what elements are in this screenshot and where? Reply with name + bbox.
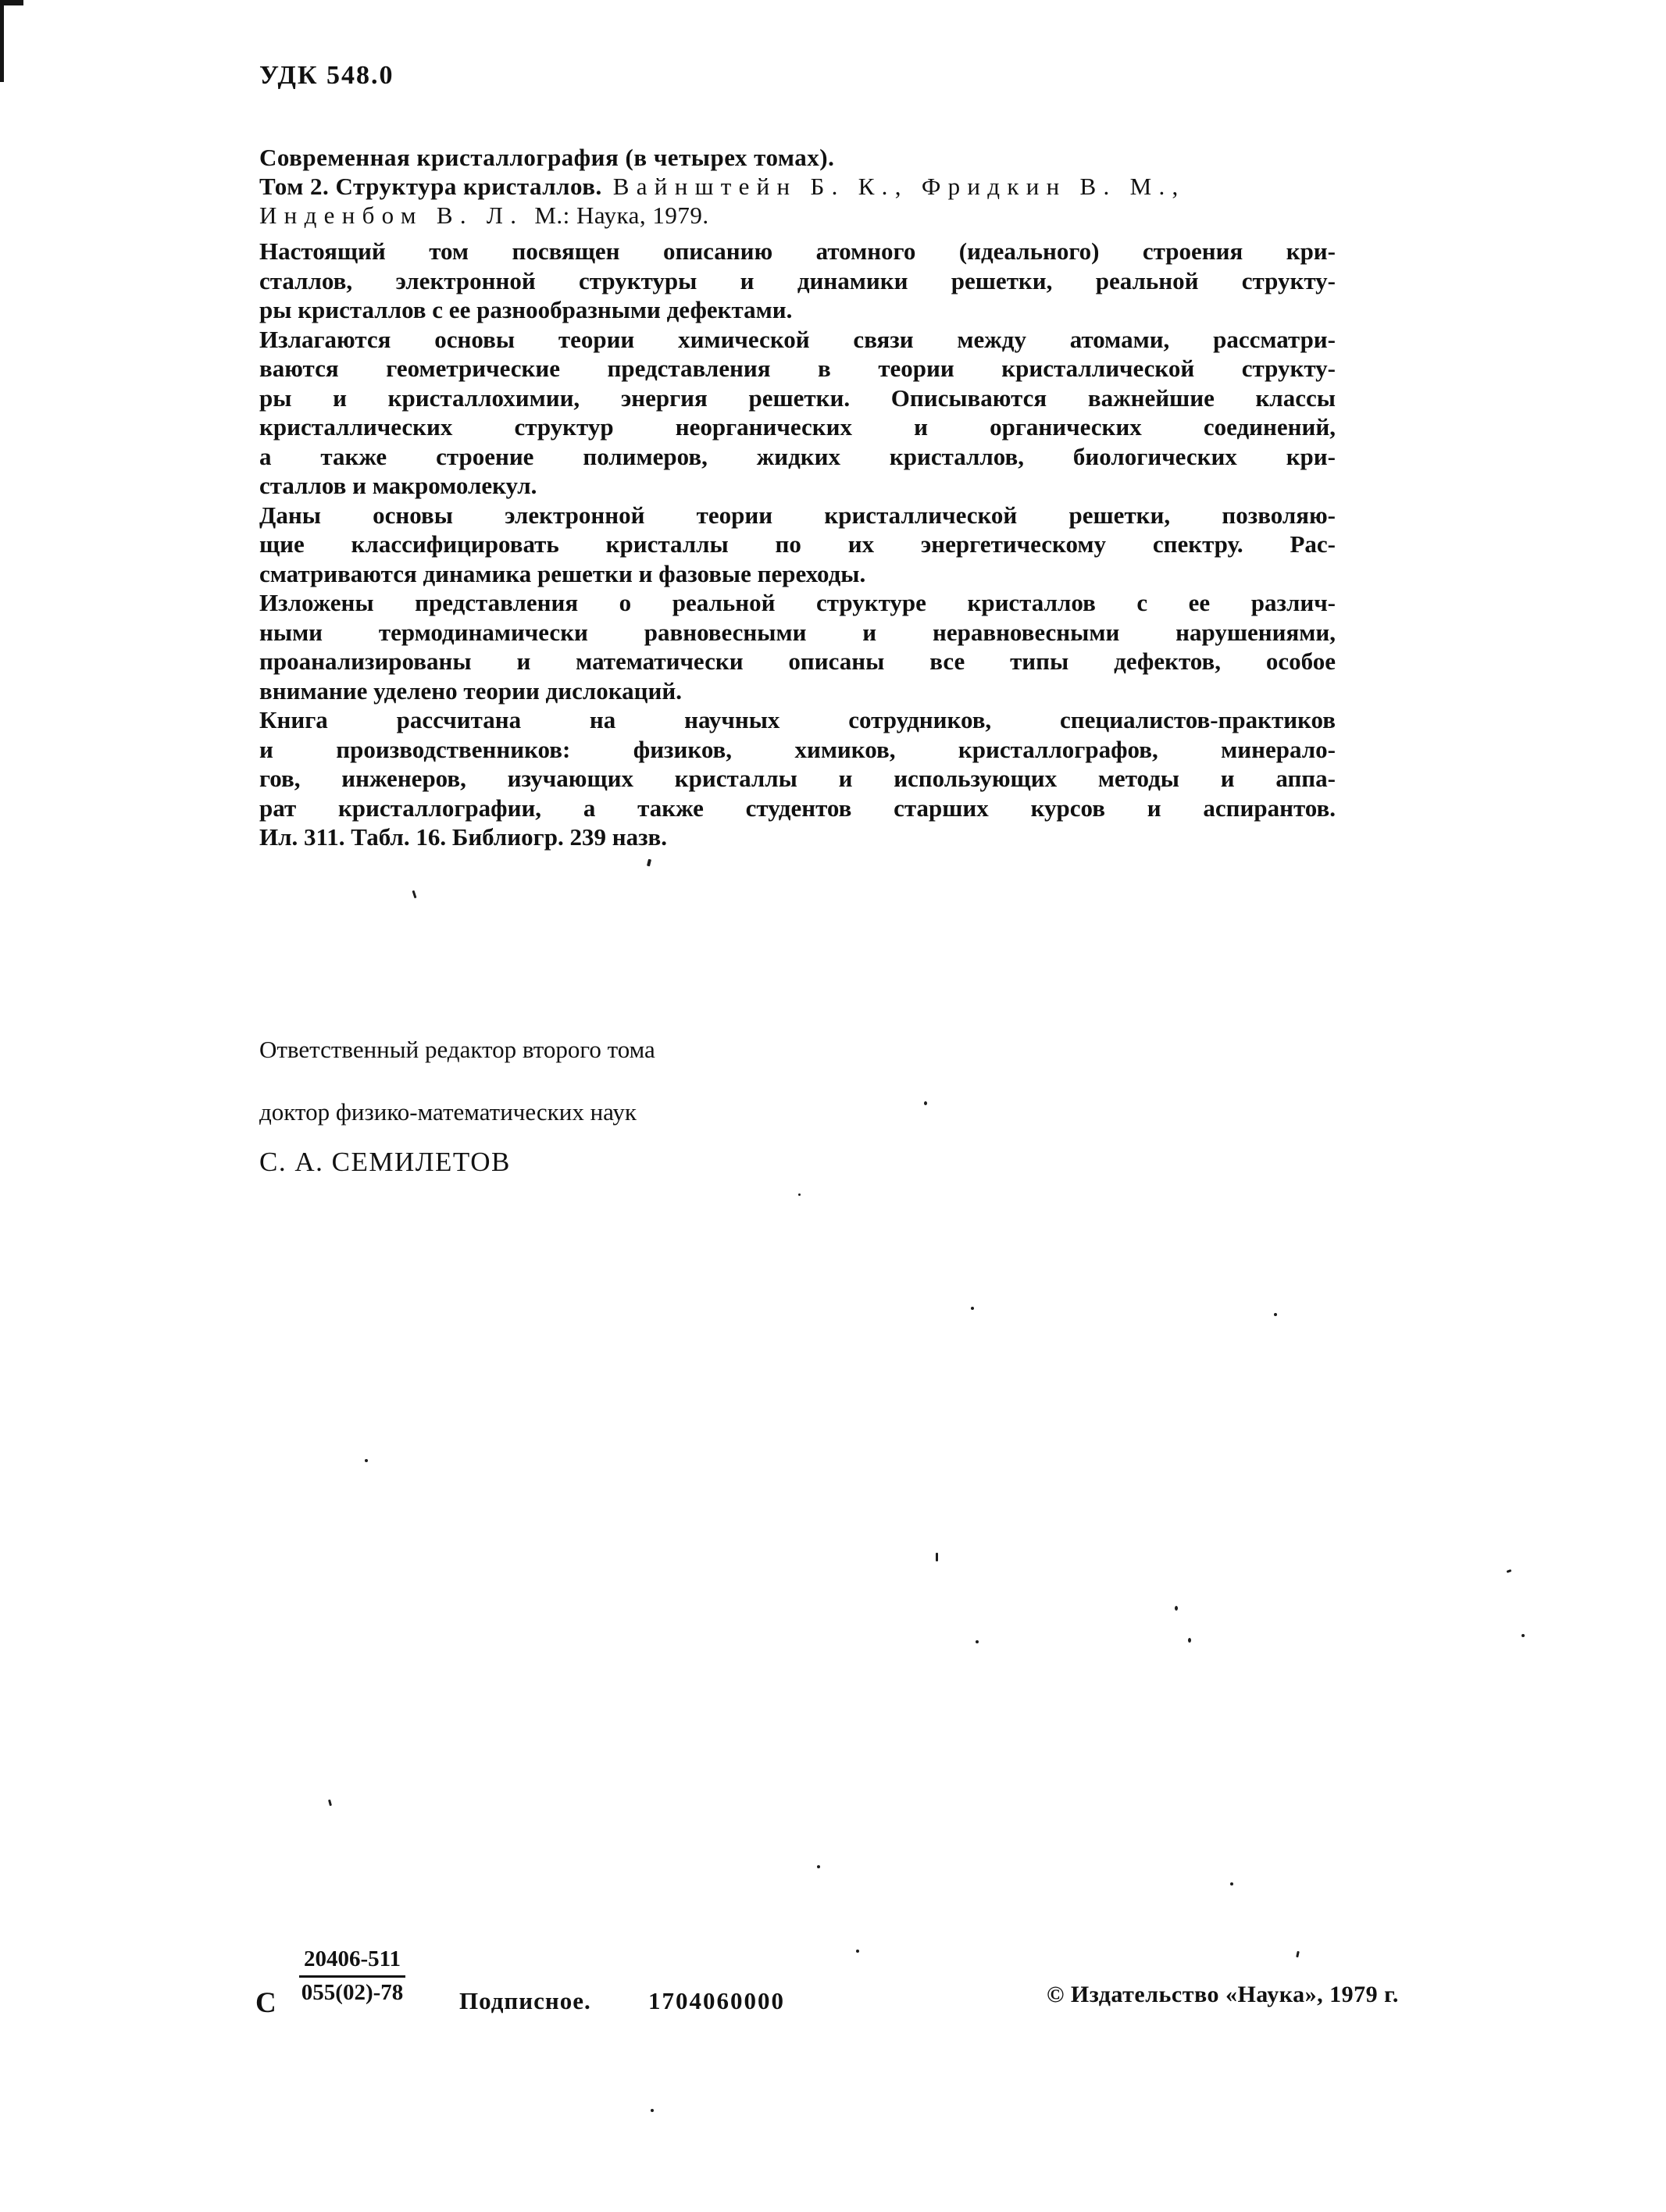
authors: Вайнштейн Б. К., Фридкин В. М.,	[612, 173, 1186, 200]
scan-speck	[971, 1307, 974, 1310]
editor-name: С. А. СЕМИЛЕТОВ	[259, 1147, 511, 1177]
annotation-line: сматриваются динамика решетки и фазовые переходы.	[259, 559, 866, 587]
bibliographic-publisher-line	[259, 201, 1345, 230]
fraction-numerator: 20406-511	[299, 1946, 405, 1978]
bibliographic-entry	[259, 143, 1345, 230]
annotation-line: ными термодинамически равновесными и неравновесными нарушениями,	[259, 618, 1336, 646]
scan-speck	[1274, 1313, 1277, 1316]
scan-speck	[817, 1865, 820, 1868]
copyright-notice: © Издательство «Наука», 1979 г.	[1047, 1982, 1399, 2007]
scan-speck	[856, 1950, 859, 1953]
volume-title: Том 2. Структура кристаллов.	[259, 173, 602, 200]
editor-role: Ответственный редактор второго тома	[259, 1036, 655, 1063]
order-number: 1704060000	[648, 1987, 785, 2014]
annotation-line: ваются геометрические представления в теории кристаллической структу-	[259, 355, 1336, 382]
scan-speck	[651, 2109, 654, 2112]
scan-speck	[365, 1459, 368, 1462]
annotation	[259, 237, 1336, 852]
publisher-info: М.: Наука, 1979.	[534, 202, 709, 229]
scan-speck	[647, 859, 651, 867]
scan-speck	[328, 1800, 332, 1807]
scan-speck	[412, 890, 417, 898]
series-letter: С	[255, 1987, 276, 2019]
annotation-line: и производственников: физиков, химиков, кристаллографов, минерало-	[259, 735, 1336, 763]
subscription-label: Подписное.	[459, 1987, 591, 2014]
annotation-line: ры кристаллов с ее разнообразными дефектами.	[259, 296, 793, 323]
scan-speck	[1522, 1634, 1525, 1637]
annotation-line: внимание уделено теории дислокаций.	[259, 676, 682, 705]
annotation-line: сталлов и макромолекул.	[259, 472, 537, 499]
scan-speck	[1507, 1569, 1512, 1573]
bibliographic-title-line	[259, 143, 1345, 172]
bibliographic-volume-line	[259, 172, 1345, 201]
annotation-line: щие классифицировать кристаллы по их энергетическому спектру. Рас-	[259, 530, 1336, 558]
series-title: Современная кристаллография (в четырех томах).	[259, 144, 835, 171]
scan-speck	[1175, 1606, 1178, 1611]
annotation-line: сталлов, электронной структуры и динамики решетки, реальной структу-	[259, 266, 1336, 294]
editor-degree: доктор физико-математических наук	[259, 1098, 637, 1126]
annotation-line: ры и кристаллохимии, энергия решетки. Описываются важнейшие классы	[259, 384, 1336, 412]
annotation-line: Ил. 311. Табл. 16. Библиогр. 239 назв.	[259, 823, 668, 851]
annotation-line: Изложены представления о реальной структуре кристаллов с ее различ-	[259, 589, 1336, 616]
annotation-line: проанализированы и математически описаны все типы дефектов, особое	[259, 648, 1336, 675]
annotation-line: рат кристаллографии, а также студентов старших курсов и аспирантов.	[259, 794, 1336, 822]
scan-edge-mark	[0, 0, 4, 82]
scan-speck	[1230, 1882, 1233, 1886]
fraction-denominator: 055(02)-78	[301, 1980, 404, 2005]
scan-speck	[924, 1101, 927, 1105]
annotation-line: а также строение полимеров, жидких кристаллов, биологических кри-	[259, 442, 1336, 470]
udk-code: УДК 548.0	[259, 61, 394, 90]
annotation-line: гов, инженеров, изучающих кристаллы и использующих методы и аппа-	[259, 765, 1336, 792]
scan-speck	[936, 1553, 938, 1561]
annotation-line: Даны основы электронной теории кристаллической решетки, позволяю-	[259, 501, 1336, 529]
classification-fraction	[299, 1946, 405, 2006]
author-continued: Инденбом В. Л.	[259, 202, 524, 229]
scan-speck	[976, 1640, 979, 1643]
annotation-line: Излагаются основы теории химической связи между атомами, рассматри-	[259, 325, 1336, 353]
annotation-line: кристаллических структур неорганических и органических соединений,	[259, 413, 1336, 441]
scan-speck	[1296, 1951, 1300, 1957]
editor-note	[259, 1035, 1040, 1176]
scan-speck	[1188, 1638, 1191, 1643]
annotation-line: Книга рассчитана на научных сотрудников, специалистов-практиков	[259, 706, 1336, 733]
scan-speck	[798, 1193, 801, 1196]
annotation-line: Настоящий том посвящен описанию атомного (идеального) строения кри-	[259, 237, 1336, 265]
